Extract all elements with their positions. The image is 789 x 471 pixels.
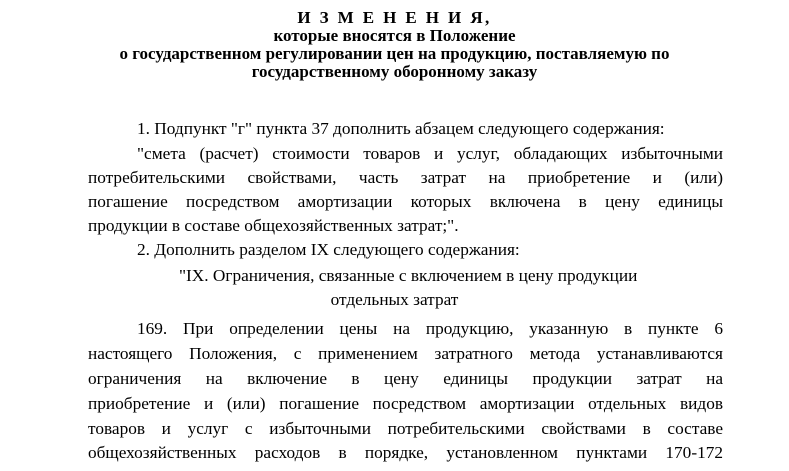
item-1-intro: 1. Подпункт "г" пункта 37 дополнить абзацем следующего содержания: <box>137 119 665 138</box>
paragraph-169-line: товаров и услуг с избыточными потребительскими свойствами в составе <box>88 419 723 438</box>
paragraph-169-line: 169. При определении цены на продукцию, указанную в пункте 6 <box>137 319 723 338</box>
document-subtitle-line: государственному оборонному заказу <box>251 62 538 81</box>
document-subtitle-line: которые вносятся в Положение <box>273 26 516 45</box>
document-title: И З М Е Н Е Н И Я, <box>297 8 492 27</box>
paragraph-169-line: приобретение и (или) погашение посредством амортизации отдельных видов <box>88 394 723 413</box>
paragraph-169-line: общехозяйственных расходов в порядке, установленном пунктами 170-172 <box>88 443 723 462</box>
quote-1-line: потребительскими свойствами, часть затрат на приобретение и (или) <box>88 168 723 187</box>
paragraph-169-line: ограничения на включение в цену единицы продукции затрат на <box>88 369 723 388</box>
paragraph-169-line: настоящего Положения, с применением затратного метода устанавливаются <box>88 344 723 363</box>
section-title: "IX. Ограничения, связанные с включением в цену продукции <box>179 266 638 285</box>
section-title-continued: отдельных затрат <box>330 290 459 309</box>
document-subtitle-line: о государственном регулировании цен на продукцию, поставляемую по <box>119 44 670 63</box>
quote-1-line: погашение посредством амортизации которых включена в цену единицы <box>88 192 723 211</box>
quote-1-line: продукции в составе общехозяйственных затрат;". <box>88 216 459 235</box>
item-2-intro: 2. Дополнить разделом IX следующего содержания: <box>137 240 520 259</box>
quote-1-line: "смета (расчет) стоимости товаров и услуг, обладающих избыточными <box>137 144 723 163</box>
